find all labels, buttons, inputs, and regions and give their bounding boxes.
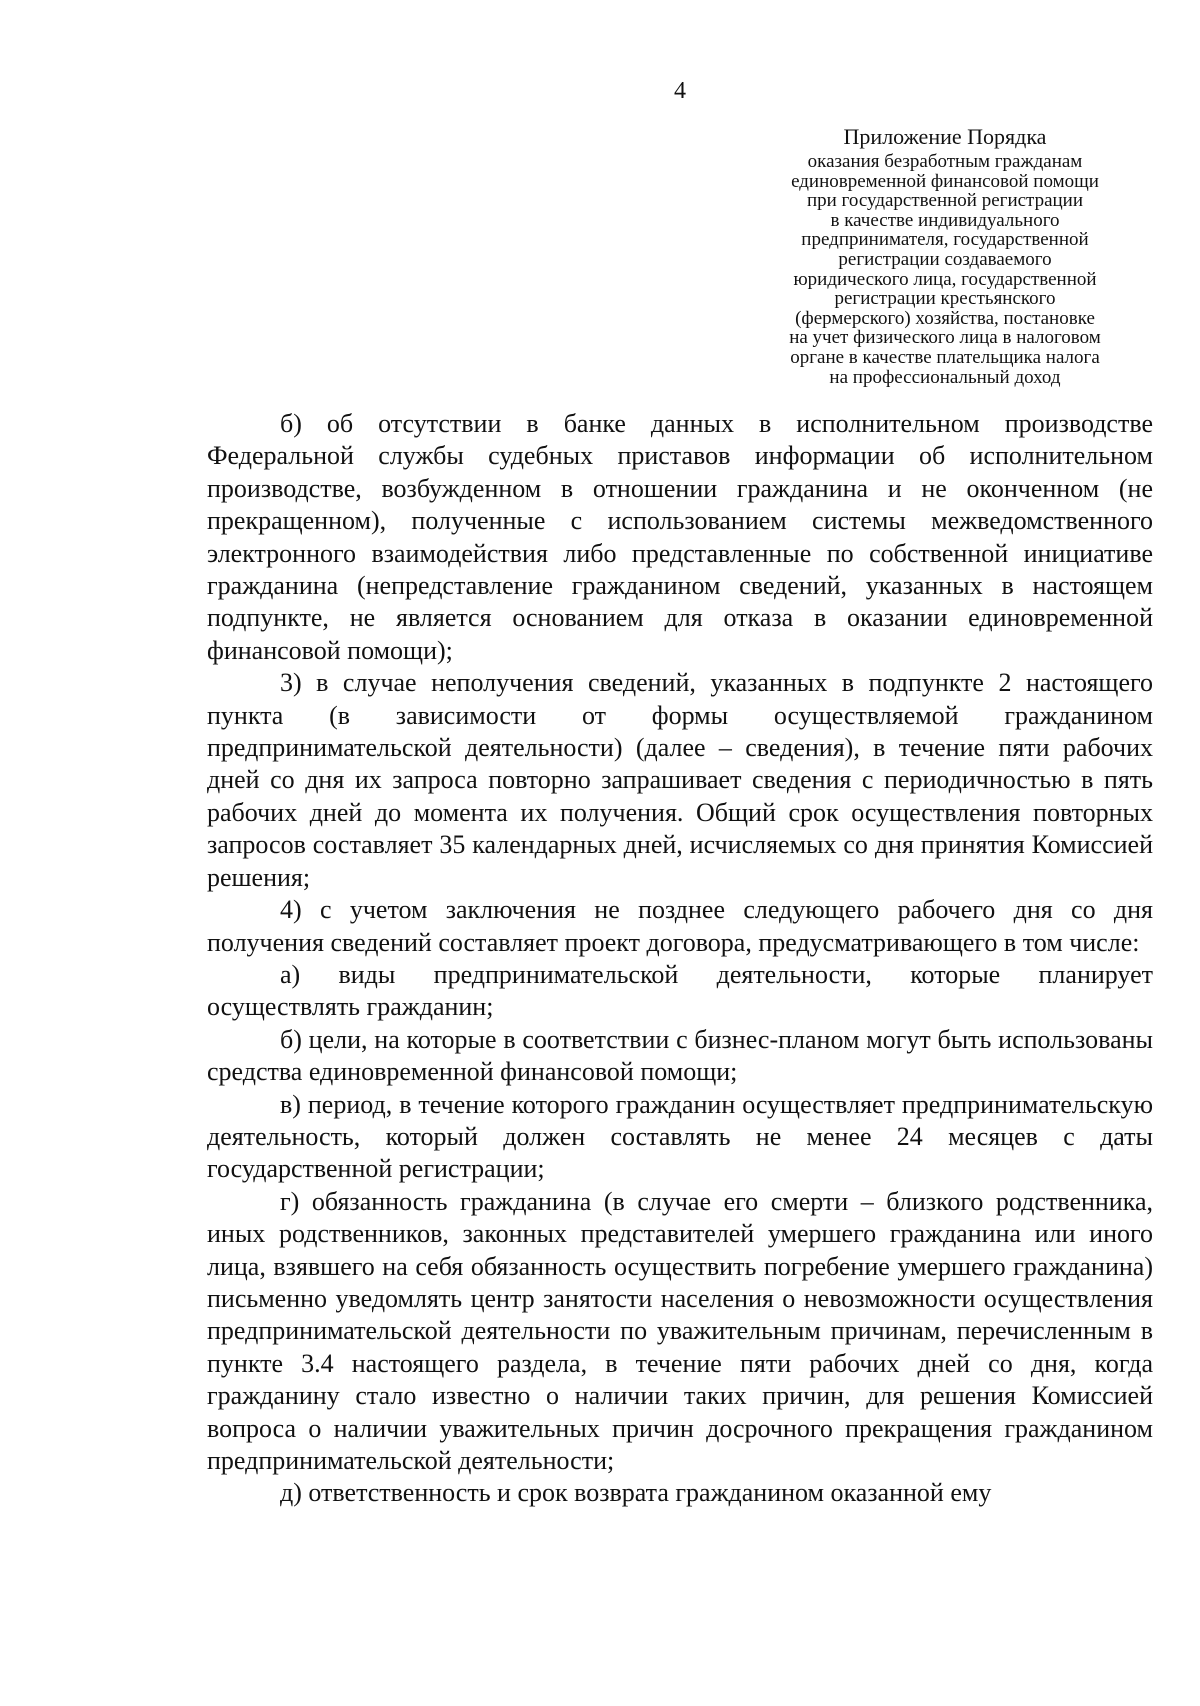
appendix-title: Приложение Порядка — [843, 124, 1047, 149]
appendix-line: юридического лица, государственной — [793, 268, 1097, 290]
paragraph-4-contract-draft: 4) с учетом заключения не позднее следующего рабочего дня со дня получения сведений составляет проект договора, предусматривающего в том числе: — [207, 895, 1153, 957]
appendix-line: оказания безработным гражданам — [807, 151, 1083, 172]
appendix-line: в качестве индивидуального — [830, 209, 1060, 231]
appendix-header — [735, 122, 1155, 387]
paragraph-3-repeat-requests: 3) в случае неполучения сведений, указанных в подпункте 2 настоящего пункта (в зависимости от формы осуществляемой гражданином предпринимательской деятельности) (далее – сведения), в течение пяти рабочих дней со дня их запроса повторно запрашивает сведения с периодичностью в пять рабочих дней до момента их получения. Общий срок осуществления повторных запросов составляет 35 календарных дней, исчисляемых со дня принятия Комиссией решения; — [207, 668, 1153, 892]
appendix-line: предпринимателя, государственной — [801, 229, 1089, 251]
appendix-line: (фермерского) хозяйства, постановке — [795, 307, 1095, 329]
paragraph-d-responsibility: д) ответственность и срок возврата гражданином оказанной ему — [280, 1478, 992, 1508]
paragraph-g-obligation: г) обязанность гражданина (в случае его смерти – близкого родственника, иных родственников, законных представителей умершего гражданина или иного лица, взявшего на себя обязанность осуществить погребение умершего гражданина) письменно уведомлять центр занятости населения о невозможности осуществления предпринимательской деятельности по уважительным причинам, перечисленным в пункте 3.4 настоящего раздела, в течение пяти рабочих дней со дня, когда гражданину стало известно о наличии таких причин, для решения Комиссией вопроса о наличии уважительных причин досрочного прекращения гражданином предпринимательской деятельности; — [207, 1186, 1153, 1475]
paragraph-a-activity-types: а) виды предпринимательской деятельности, которые планирует осуществлять гражданин; — [207, 959, 1153, 1022]
appendix-line: единовременной финансовой помощи — [791, 170, 1099, 192]
appendix-line: регистрации крестьянского — [834, 288, 1056, 310]
appendix-line: на профессиональный доход — [829, 366, 1061, 388]
appendix-line: регистрации создаваемого — [838, 248, 1052, 270]
appendix-line: при государственной регистрации — [806, 190, 1084, 212]
page-number: 4 — [674, 78, 686, 104]
body-text — [207, 408, 1153, 1510]
appendix-line: органе в качестве плательщика налога — [790, 346, 1100, 368]
appendix-line: на учет физического лица в налоговом — [789, 327, 1101, 349]
paragraph-v-period: в) период, в течение которого гражданин осуществляет предпринимательскую деятельность, который должен составлять не менее 24 месяцев с даты государственной регистрации; — [207, 1089, 1153, 1184]
paragraph-b-goals: б) цели, на которые в соответствии с бизнес-планом могут быть использованы средства единовременной финансовой помощи; — [207, 1024, 1153, 1087]
paragraph-b-bank-data: б) об отсутствии в банке данных в исполнительном производстве Федеральной службы судебных приставов информации об исполнительном производстве, возбужденном в отношении гражданина и не оконченном (не прекращенном), полученные с использованием системы межведомственного электронного взаимодействия либо представленные по собственной инициативе гражданина (непредставление гражданином сведений, указанных в настоящем подпункте, не является основанием для отказа в оказании единовременной финансовой помощи); — [207, 409, 1153, 665]
